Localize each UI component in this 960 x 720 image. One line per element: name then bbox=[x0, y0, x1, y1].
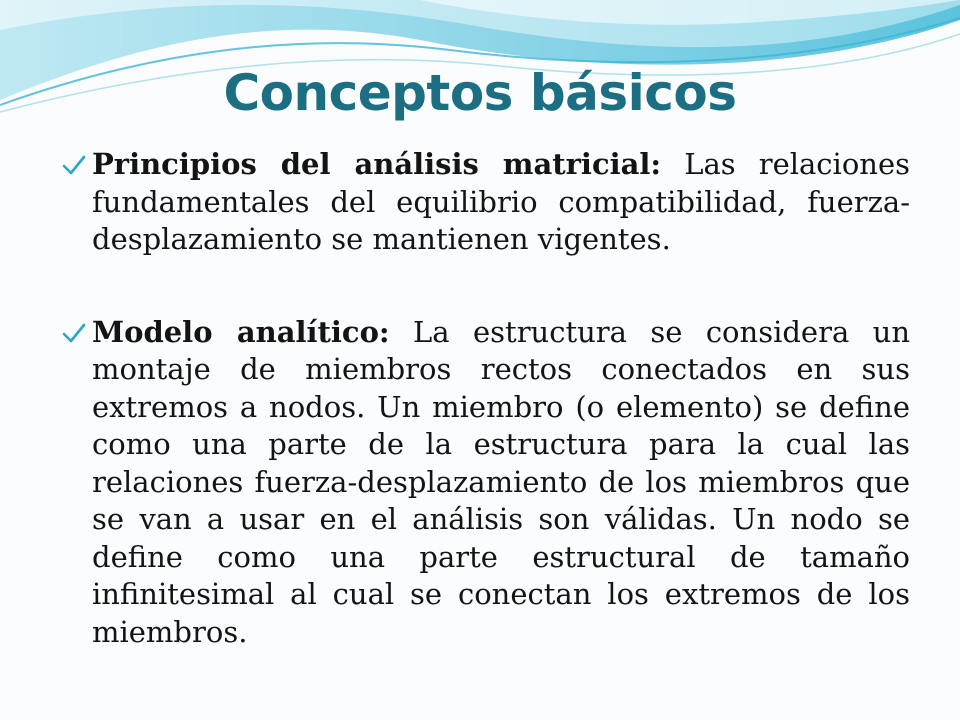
bullet-term: Principios del análisis matricial: bbox=[92, 147, 662, 181]
bullet-item bbox=[62, 314, 910, 652]
bullet-text: Las relaciones fundamentales del equilibrio compatibilidad, fuerza-desplazamiento se mantienen vigentes. bbox=[92, 147, 910, 256]
checkmark-icon bbox=[62, 153, 86, 177]
bullet-item bbox=[62, 146, 910, 259]
checkmark-icon bbox=[62, 321, 86, 345]
bullet-text: La estructura se considera un montaje de miembros rectos conectados en sus extremos a nodos. Un miembro (o elemento) se define como una parte de la estructura para la cual las relaciones fuerza-desplazamiento de los miembros que se van a usar en el análisis son válidas. Un nodo se define como una parte estructural de tamaño infinitesimal al cual se conectan los extremos de los miembros. bbox=[92, 314, 910, 649]
bullet-paragraph bbox=[92, 314, 910, 652]
bullet-term: Modelo analítico: bbox=[92, 314, 390, 349]
bullet-list bbox=[62, 146, 910, 651]
bullet-paragraph bbox=[92, 146, 910, 259]
slide-title: Conceptos básicos bbox=[223, 64, 737, 122]
